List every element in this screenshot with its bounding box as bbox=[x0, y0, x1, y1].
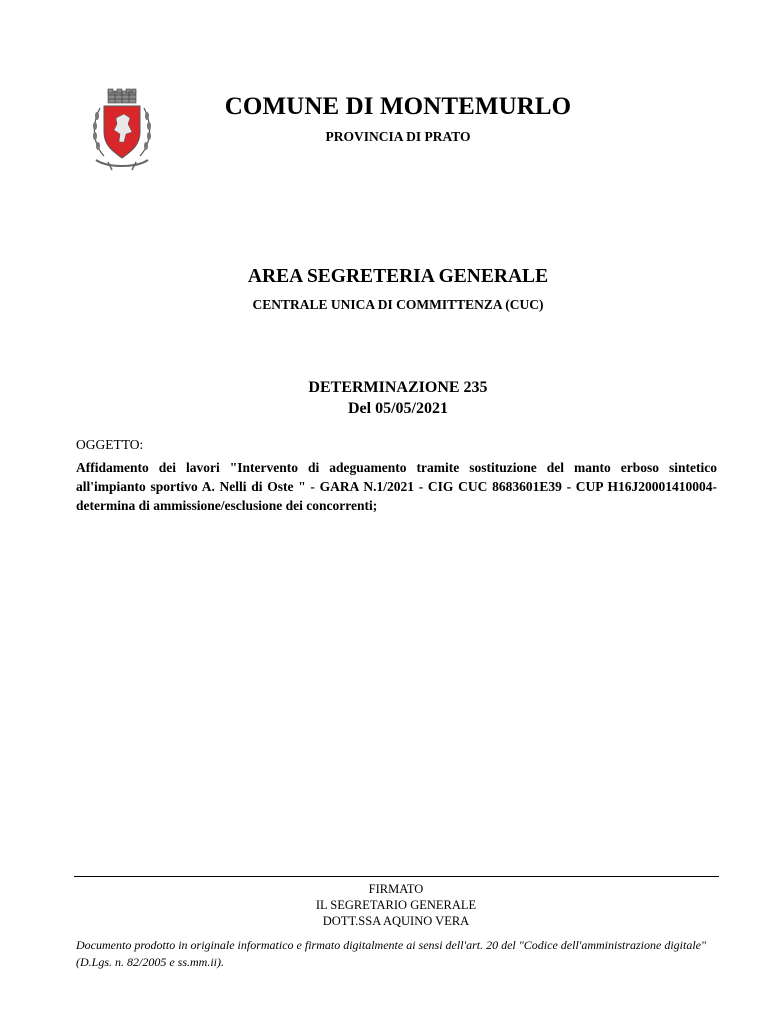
determination-date: Del 05/05/2021 bbox=[348, 400, 448, 417]
signature-status: FIRMATO bbox=[368, 882, 424, 896]
area-title: AREA SEGRETERIA GENERALE bbox=[247, 266, 549, 287]
province-subtitle: PROVINCIA DI PRATO bbox=[325, 129, 471, 144]
area-subtitle: CENTRALE UNICA DI COMMITTENZA (CUC) bbox=[252, 297, 544, 312]
determination-number: DETERMINAZIONE 235 bbox=[308, 379, 488, 396]
subject-text: Affidamento dei lavori "Intervento di adeguamento tramite sostituzione del manto erboso sintetico all'impianto sportivo A. Nelli di Oste " - GARA N.1/2021 - CIG CUC 8683601E39 - CUP H16J20001410004- determina di ammissione/esclusione dei concorrenti; bbox=[76, 460, 717, 513]
subject-label: OGGETTO: bbox=[76, 437, 144, 452]
signature-divider bbox=[74, 876, 719, 877]
signature-name: DOTT.SSA AQUINO VERA bbox=[322, 914, 470, 928]
signature-block bbox=[0, 881, 770, 929]
digital-signature-footnote: Documento prodotto in originale informatico e firmato digitalmente ai sensi dell'art. 20 del "Codice dell'amministrazione digitale" (D.Lgs. n. 82/2005 e ss.mm.ii). bbox=[76, 938, 707, 969]
page-title: COMUNE DI MONTEMURLO bbox=[224, 93, 572, 120]
signature-role: IL SEGRETARIO GENERALE bbox=[315, 898, 477, 912]
